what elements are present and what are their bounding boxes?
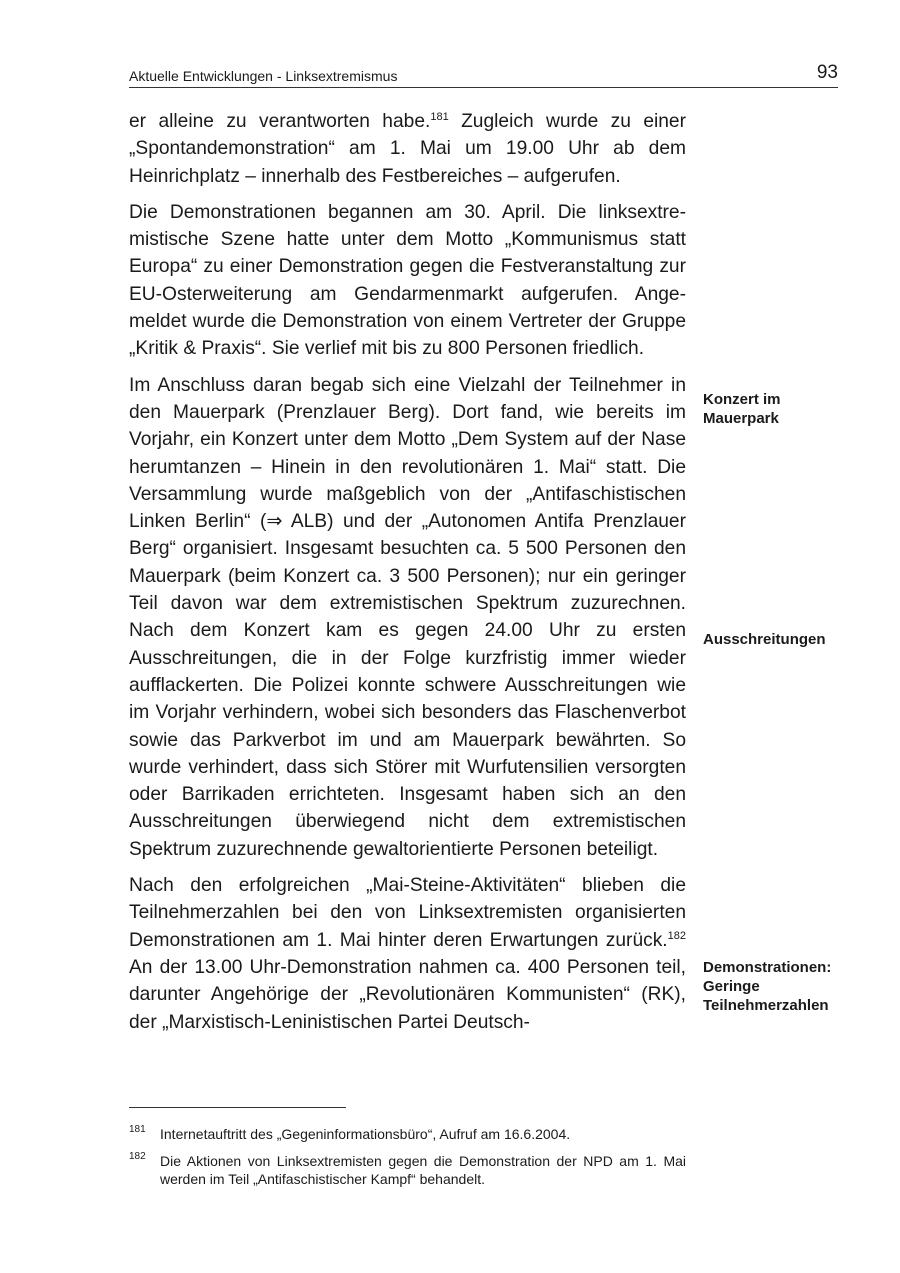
paragraph-4-text-b: An der 13.00 Uhr-Demonstration nahmen ca. 400 Personen teil, darunter Angehörige der „Revolutionären Kommunisten“ (RK), der „Marxistisch-Leninistischen Partei Deutsch-	[129, 956, 686, 1033]
margin-note-konzert	[703, 390, 863, 428]
body-text	[129, 108, 686, 1045]
margin-note-konzert-line1: Konzert im	[703, 391, 781, 408]
margin-note-demo-line1: Demonstrationen:	[703, 959, 832, 976]
footnote-separator	[129, 1107, 346, 1108]
footnote-ref-181: 181	[430, 111, 449, 123]
footnote-ref-182: 182	[667, 929, 686, 942]
footnote-text: Die Aktionen von Linksextremisten gegen die Demonstration der NPD am 1. Mai werden im Teil „Antifaschistischer Kampf“ behandelt.	[160, 1153, 686, 1187]
paragraph-1	[129, 108, 686, 190]
margin-note-demo-line3: Teilnehmerzahlen	[703, 997, 829, 1014]
footnote-number: 182	[129, 1151, 146, 1162]
margin-note-demo-line2: Geringe	[703, 978, 760, 995]
footnote-number: 181	[129, 1124, 146, 1135]
footnote-182	[129, 1152, 686, 1188]
paragraph-4	[129, 872, 686, 1036]
margin-note-konzert-line2: Mauerpark	[703, 410, 779, 427]
margin-note-demonstrationen	[703, 958, 863, 1015]
paragraph-2: Die Demonstrationen begannen am 30. April. Die linksextremistische Szene hatte unter dem Motto „Kommunismus statt Europa“ zu einer Demonstration gegen die Festveranstaltung zur EU-Osterweiterung am Gendarmenmarkt aufgerufen. Angemeldet wurde die Demonstration von einem Vertreter der Gruppe „Kritik & Praxis“. Sie verlief mit bis zu 800 Personen friedlich.	[129, 201, 686, 360]
page-header	[129, 60, 838, 88]
footnote-text: Internetauftritt des „Gegeninformationsbüro“, Aufruf am 16.6.2004.	[160, 1126, 571, 1142]
page-number: 93	[816, 62, 838, 83]
margin-note-ausschreitungen	[703, 630, 863, 649]
header-title: Aktuelle Entwicklungen - Linksextremismus	[129, 68, 398, 84]
paragraph-1-text-b: Zugleich wurde zu einer „Spontandemonstration“ am 1. Mai um 19.00 Uhr ab dem Heinrichplatz – innerhalb des Festbereiches – aufgerufen.	[129, 111, 686, 187]
paragraph-4-text-a: Nach den erfolgreichen „Mai-Steine-Aktivitäten“ blieben die Teilnehmerzahlen bei den von Linksextremisten organisierten Demonstrationen am 1. Mai hinter deren Erwartungen zurück.	[129, 875, 686, 951]
paragraph-3: Im Anschluss daran begab sich eine Vielzahl der Teilnehmer in den Mauerpark (Prenzlauer Berg). Dort fand, wie bereits im Vorjahr, ein Konzert unter dem Motto „Dem System auf der Nase herumtanzen – Hinein in den revolutionären 1. Mai“ statt. Die Versammlung wurde maßgeblich von der „Antifaschistischen Linken Berlin“ (⇒ ALB) und der „Autonomen Antifa Prenzlauer Berg“ organisiert. Insgesamt besuchten ca. 5 500 Personen den Mauerpark (beim Konzert ca. 3 500 Personen); nur ein geringer Teil davon war dem extremistischen Spektrum zuzurechnen. Nach dem Konzert kam es gegen 24.00 Uhr zu ersten Ausschreitungen, die in der Folge kurzfristig immer wieder aufflackerten. Die Polizei konnte schwere Ausschreitungen wie im Vorjahr verhindern, wobei sich besonders das Flaschenverbot sowie das Parkverbot im und am Mauerpark bewährten. So wurde verhindert, dass sich Störer mit Wurfutensilien versorgten oder Barrikaden errichteten. Insgesamt haben sich an den Ausschreitungen überwiegend nicht dem extremistischen Spektrum zuzurechnende gewaltorientierte Personen beteiligt.	[129, 374, 686, 860]
footnote-181	[129, 1125, 686, 1143]
margin-note-ausschreitungen-line: Ausschreitungen	[703, 631, 826, 648]
paragraph-1-text-a: er alleine zu verantworten habe.	[129, 111, 431, 132]
